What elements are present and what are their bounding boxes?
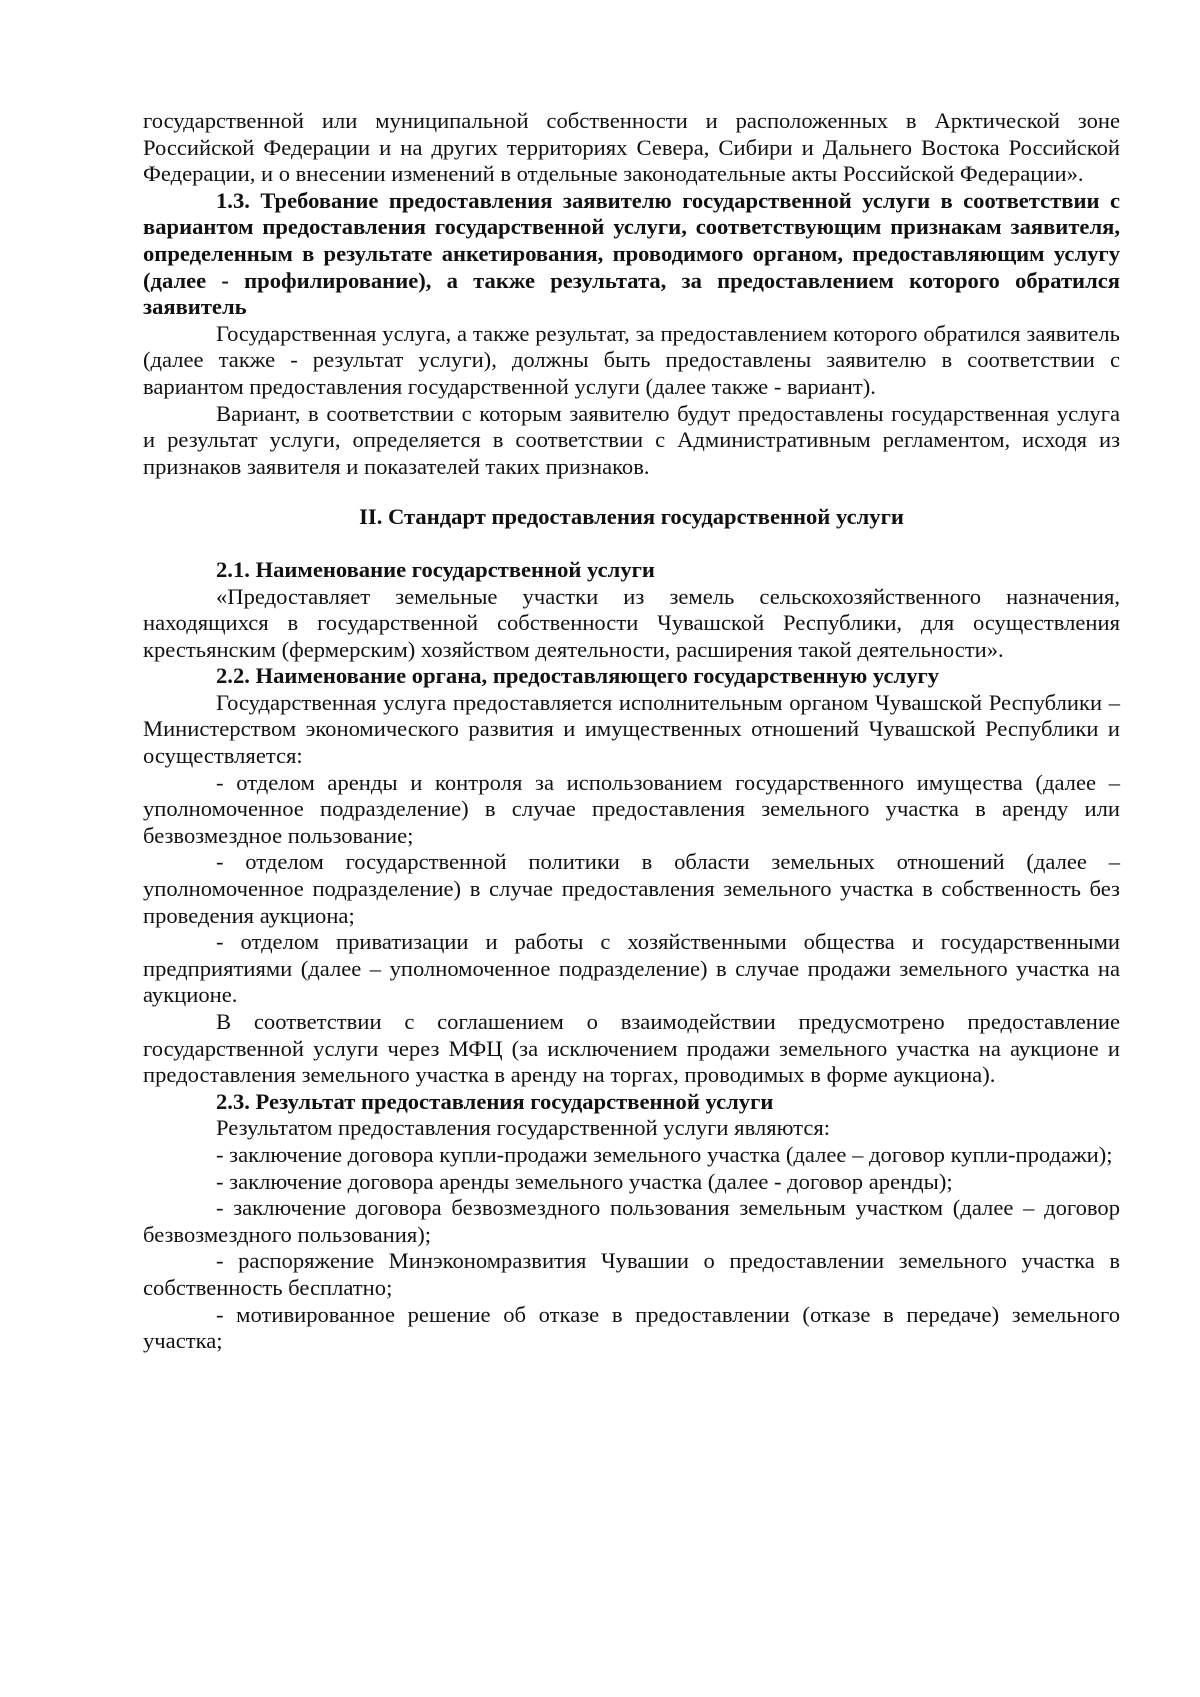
heading-1-3: 1.3. Требование предоставления заявителю государственной услуги в соответствии с вариантом предоставления государственной услуги, соответствующим признакам заявителя, определенным в результате анкетирования, проводимого органом, предоставляющим услугу (далее - профилирование), а также результата, за предоставлением которого обратился заявитель xyxy=(143,187,1120,320)
paragraph-2-2-e: В соответствии с соглашением о взаимодействии предусмотрено предоставление государственной услуги через МФЦ (за исключением продажи земельного участка на аукционе и предоставления земельного участка в аренду на торгах, проводимых в форме аукциона). xyxy=(143,1009,1120,1088)
section-2-title: II. Стандарт предоставления государственной услуги xyxy=(359,504,904,530)
paragraph-2-2-a: Государственная услуга предоставляется исполнительным органом Чувашской Республики – Министерством экономического развития и имущественных отношений Чувашской Республики и осуществляется: xyxy=(143,689,1120,769)
paragraph-2-3-a: Результатом предоставления государственной услуги являются: xyxy=(216,1115,831,1141)
heading-2-3: 2.3. Результат предоставления государственной услуги xyxy=(216,1088,774,1114)
heading-2-2: 2.2. Наименование органа, предоставляющего государственную услугу xyxy=(216,663,940,689)
paragraph-2-3-f: - мотивированное решение об отказе в предоставлении (отказе в передаче) земельного участка; xyxy=(143,1301,1120,1354)
document-page xyxy=(143,108,1120,1355)
paragraph-2-3-c: - заключение договора аренды земельного участка (далее - договор аренды); xyxy=(216,1168,953,1194)
paragraph-intro-continuation: государственной или муниципальной собственности и расположенных в Арктической зоне Российской Федерации и на других территориях Севера, Сибири и Дальнего Востока Российской Федерации, и о внесении изменений в отдельные законодательные акты Российской Федерации». xyxy=(143,108,1120,187)
paragraph-2-1: «Предоставляет земельные участки из земель сельскохозяйственного назначения, находящихся в государственной собственности Чувашской Республики, для осуществления крестьянским (фермерским) хозяйством деятельности, расширения такой деятельности». xyxy=(143,583,1120,662)
heading-2-1: 2.1. Наименование государственной услуги xyxy=(216,556,655,582)
paragraph-1-3-b: Вариант, в соответствии с которым заявителю будут предоставлены государственная услуга и результат услуги, определяется в соответствии с Административным регламентом, исходя из признаков заявителя и показателей таких признаков. xyxy=(143,400,1120,479)
paragraph-2-3-e: - распоряжение Минэкономразвития Чувашии о предоставлении земельного участка в собственность бесплатно; xyxy=(143,1248,1120,1300)
paragraph-2-3-b: - заключение договора купли-продажи земельного участка (далее – договор купли-продажи); xyxy=(216,1141,1113,1167)
paragraph-2-2-b: - отделом аренды и контроля за использованием государственного имущества (далее – уполномоченное подразделение) в случае предоставления земельного участка в аренду или безвозмездное пользование; xyxy=(143,769,1120,848)
paragraph-2-2-d: - отделом приватизации и работы с хозяйственными общества и государственными предприятиями (далее – уполномоченное подразделение) в случае продажи земельного участка на аукционе. xyxy=(143,929,1120,1008)
paragraph-2-2-c: - отделом государственной политики в области земельных отношений (далее – уполномоченное подразделение) в случае предоставления земельного участка в собственность без проведения аукциона; xyxy=(143,849,1120,928)
paragraph-1-3-a: Государственная услуга, а также результат, за предоставлением которого обратился заявитель (далее также - результат услуги), должны быть предоставлены заявителю в соответствии с вариантом предоставления государственной услуги (далее также - вариант). xyxy=(143,320,1120,399)
paragraph-2-3-d: - заключение договора безвозмездного пользования земельным участком (далее – договор безвозмездного пользования); xyxy=(143,1195,1120,1247)
